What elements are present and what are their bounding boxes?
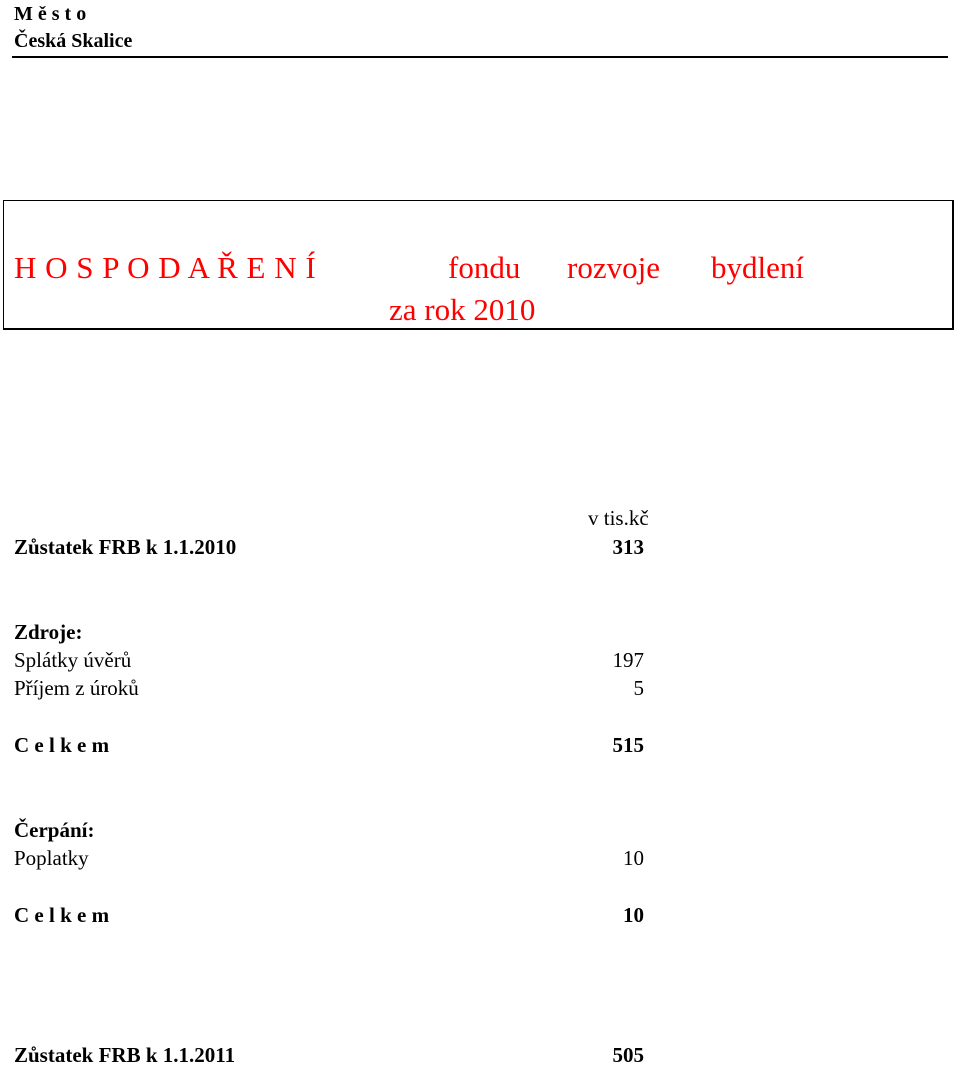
spending-item-label: Poplatky: [14, 846, 89, 870]
title-word-rozvoje: rozvoje: [567, 250, 660, 285]
sources-total-value: 515: [612, 733, 644, 757]
title-word-fondu: fondu: [448, 250, 521, 285]
sources-item-value: 197: [612, 648, 644, 672]
sources-item-label: Splátky úvěrů: [14, 648, 132, 672]
spending-total-value: 10: [623, 903, 644, 927]
spending-total-label: C e l k e m: [14, 903, 110, 927]
opening-balance-value: 313: [612, 535, 644, 559]
city-heading: M ě s t o: [14, 3, 87, 25]
sources-item-value: 5: [633, 676, 644, 700]
title-year: za rok 2010: [389, 292, 536, 327]
opening-balance-label: Zůstatek FRB k 1.1.2010: [14, 535, 237, 559]
spending-heading: Čerpání:: [14, 818, 95, 842]
sources-total-label: C e l k e m: [14, 733, 110, 757]
sources-heading: Zdroje:: [14, 620, 83, 644]
header-divider: [12, 56, 948, 58]
title-word-hospodareni: H O S P O D A Ř E N Í: [14, 250, 317, 285]
title-word-bydleni: bydlení: [711, 250, 804, 285]
closing-balance-value: 505: [612, 1043, 644, 1067]
closing-balance-label: Zůstatek FRB k 1.1.2011: [14, 1043, 236, 1067]
sources-item-label: Příjem z úroků: [14, 676, 139, 700]
unit-label: v tis.kč: [588, 506, 649, 530]
town-name: Česká Skalice: [14, 30, 133, 52]
spending-item-value: 10: [623, 846, 644, 870]
